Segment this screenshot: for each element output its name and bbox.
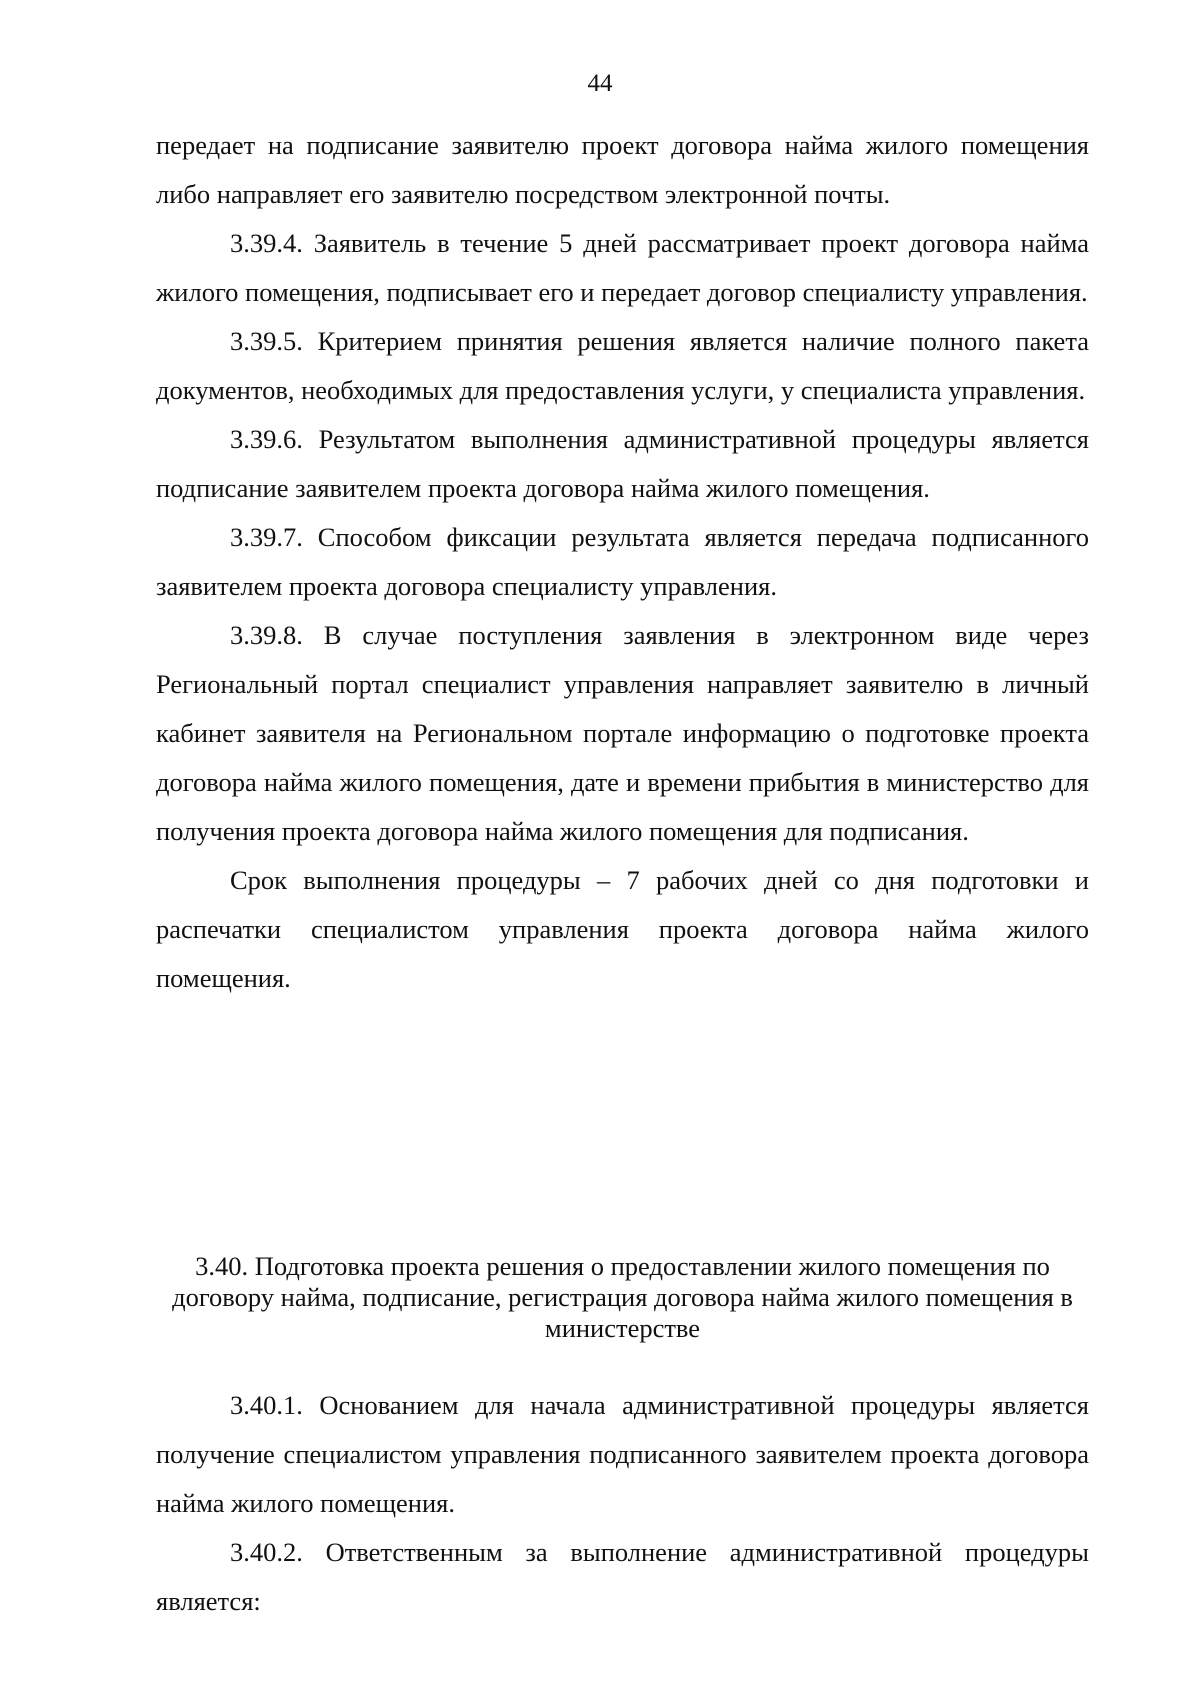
paragraph-3-39-6: 3.39.6. Результатом выполнения административной процедуры является подписание заявителем проекта договора найма жилого помещения. <box>156 424 1089 503</box>
paragraph-3-39-5: 3.39.5. Критерием принятия решения является наличие полного пакета документов, необходимых для предоставления услуги, у специалиста управления. <box>156 326 1089 405</box>
section-heading-3-40: 3.40. Подготовка проекта решения о предоставлении жилого помещения по договору найма, подписание, регистрация договора найма жилого помещения в министерстве <box>172 1251 1073 1343</box>
document-body-section-3-40 <box>156 1381 1089 1626</box>
paragraph-3-39-4: 3.39.4. Заявитель в течение 5 дней рассматривает проект договора найма жилого помещения, подписывает его и передает договор специалисту управления. <box>156 228 1089 307</box>
page-number: 44 <box>587 70 613 97</box>
paragraph-continuation: передает на подписание заявителю проект договора найма жилого помещения либо направляет его заявителю посредством электронной почты. <box>156 130 1089 209</box>
paragraph-3-39-7: 3.39.7. Способом фиксации результата является передача подписанного заявителем проекта договора специалисту управления. <box>156 522 1089 601</box>
paragraph-3-40-2: 3.40.2. Ответственным за выполнение административной процедуры является: <box>156 1537 1089 1616</box>
paragraph-3-39-8: 3.39.8. В случае поступления заявления в электронном виде через Региональный портал специалист управления направляет заявителю в личный кабинет заявителя на Региональном портале информацию о подготовке проекта договора найма жилого помещения, дате и времени прибытия в министерство для получения проекта договора найма жилого помещения для подписания. <box>156 620 1089 846</box>
document-body <box>156 121 1089 1003</box>
paragraph-3-40-1: 3.40.1. Основанием для начала административной процедуры является получение специалистом управления подписанного заявителем проекта договора найма жилого помещения. <box>156 1390 1089 1518</box>
paragraph-deadline: Срок выполнения процедуры – 7 рабочих дней со дня подготовки и распечатки специалистом управления проекта договора найма жилого помещения. <box>156 865 1089 993</box>
